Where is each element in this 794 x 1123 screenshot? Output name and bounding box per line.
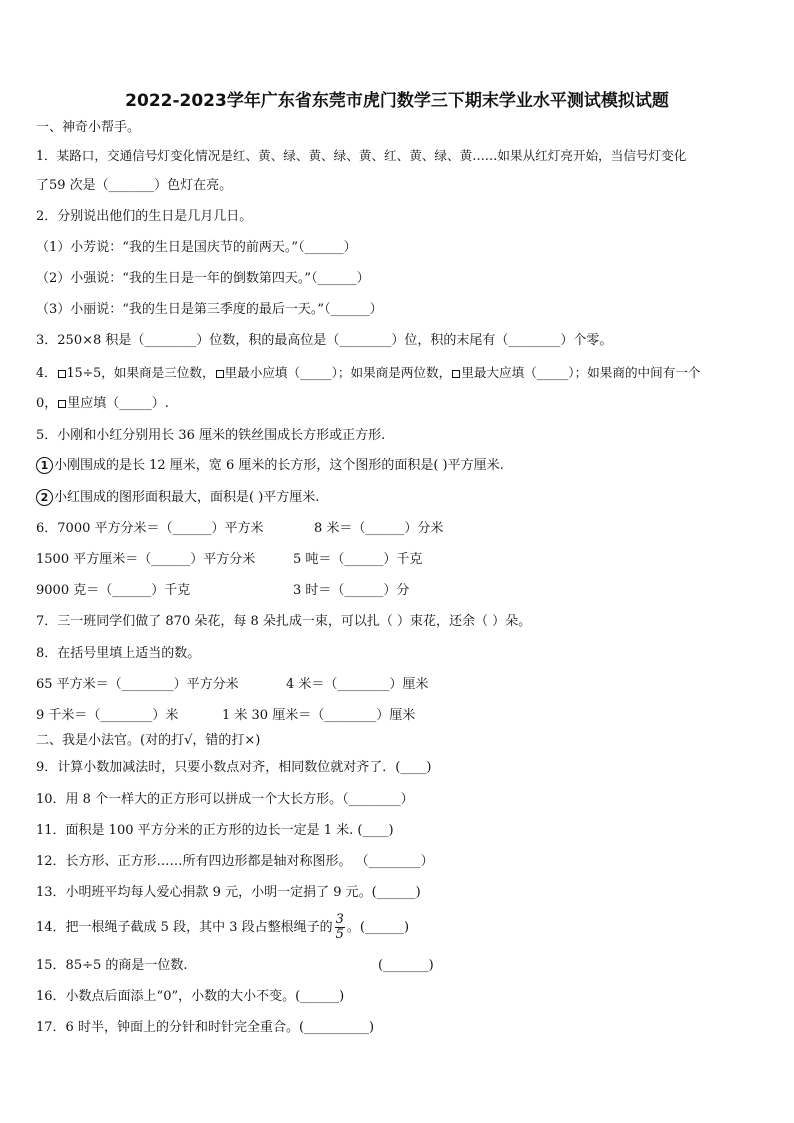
blank-square-icon	[216, 370, 224, 378]
question-11: 11．面积是 100 平方分米的正方形的边长一定是 1 米. (____)	[36, 823, 394, 838]
section-heading-1: 一、神奇小帮手。	[36, 120, 141, 135]
blank-square-icon	[58, 400, 66, 408]
question-5-part-1-text: 小刚围成的是长 12 厘米，宽 6 厘米的长方形，这个图形的面积是( )平方厘米.	[54, 458, 504, 473]
fraction-numerator: 3	[335, 912, 344, 927]
question-6-c: 1500 平方厘米＝（______）平方分米	[36, 552, 256, 567]
question-6-e: 9000 克＝（______）千克	[36, 583, 191, 598]
question-6-b: 8 米＝（______）分米	[314, 521, 444, 536]
question-4-text-e: 里应填（_____）.	[67, 396, 169, 411]
question-4-line-2	[36, 395, 169, 413]
question-4-number: 4．	[36, 365, 57, 380]
question-6-d: 5 吨＝（______）千克	[293, 552, 423, 567]
question-4-text-b: 里最小应填（_____）；如果商是两位数，	[224, 365, 452, 380]
circled-number-1: 1	[36, 457, 53, 474]
question-4-line-1	[36, 364, 701, 382]
question-10: 10．用 8 个一样大的正方形可以拼成一个大长方形。（________）	[36, 792, 414, 807]
question-15: 15．85÷5 的商是一位数.	[36, 958, 188, 973]
question-5: 5．小刚和小红分别用长 36 厘米的铁丝围成长方形或正方形.	[36, 428, 386, 443]
question-2-part-3: （3）小丽说：“我的生日是第三季度的最后一天。”（______）	[36, 302, 383, 317]
question-8-a: 65 平方米＝（________）平方分米	[36, 677, 239, 692]
blank-square-icon	[452, 370, 460, 378]
question-9: 9．计算小数加减法时，只要小数点对齐，相同数位就对齐了．(____)	[36, 760, 432, 775]
page-title: 2022-2023学年广东省东莞市虎门数学三下期末学业水平测试模拟试题	[125, 91, 669, 111]
fraction-denominator: 5	[335, 927, 344, 942]
question-4-text-d: 0，	[36, 396, 58, 411]
question-14	[36, 913, 409, 943]
question-6-f: 3 时＝（______）分	[293, 583, 410, 598]
question-8-c: 9 千米＝（________）米	[36, 708, 179, 723]
question-8: 8．在括号里填上适当的数。	[36, 646, 201, 661]
question-5-part-2	[36, 489, 319, 507]
question-15-answer: (_______)	[378, 958, 434, 973]
question-1-line-1: 1．某路口，交通信号灯变化情况是红、黄、绿、黄、绿、黄、红、黄、绿、黄……如果从红灯亮开始，当信号灯变化	[36, 148, 687, 163]
section-heading-2: 二、我是小法官。(对的打√，错的打×)	[36, 733, 261, 748]
question-8-b: 4 米＝（________）厘米	[286, 677, 429, 692]
fraction-three-fifths	[335, 913, 345, 942]
question-17: 17．6 时半，钟面上的分针和时针完全重合。(__________)	[36, 1020, 375, 1035]
circled-number-2: 2	[36, 489, 53, 506]
question-16: 16．小数点后面添上“0”，小数的大小不变。(______)	[36, 989, 345, 1004]
question-7: 7．三一班同学们做了 870 朵花，每 8 朵扎成一束，可以扎（ ）束花，还余（ ）朵。	[36, 614, 532, 629]
question-5-part-1	[36, 457, 504, 475]
question-4-text-a: 15÷5，如果商是三位数，	[66, 365, 215, 380]
question-5-part-2-text: 小红围成的图形面积最大，面积是( )平方厘米.	[54, 490, 320, 505]
question-8-d: 1 米 30 厘米＝（________）厘米	[222, 708, 416, 723]
question-1-line-2: 了59 次是（_______）色灯在亮。	[36, 178, 233, 193]
question-2-part-2: （2）小强说：“我的生日是一年的倒数第四天。”（______）	[36, 271, 370, 286]
question-2: 2．分别说出他们的生日是几月几日。	[36, 209, 253, 224]
question-12: 12．长方形、正方形……所有四边形都是轴对称图形。 （________）	[36, 854, 434, 869]
question-13: 13．小明班平均每人爱心捐款 9 元，小明一定捐了 9 元。(______)	[36, 885, 421, 900]
question-6-a: 6．7000 平方分米＝（______）平方米	[36, 521, 264, 536]
question-2-part-1: （1）小芳说：“我的生日是国庆节的前两天。”（______）	[36, 240, 357, 255]
question-14-text: 14．把一根绳子截成 5 段，其中 3 段占整根绳子的	[36, 920, 333, 935]
question-14-answer: 。(______)	[346, 920, 410, 935]
question-3: 3．250×8 积是（________）位数，积的最高位是（________）位，积的末尾有（________）个零。	[36, 333, 613, 348]
question-4-text-c: 里最大应填（_____）；如果商的中间有一个	[461, 365, 701, 380]
blank-square-icon	[58, 370, 66, 378]
